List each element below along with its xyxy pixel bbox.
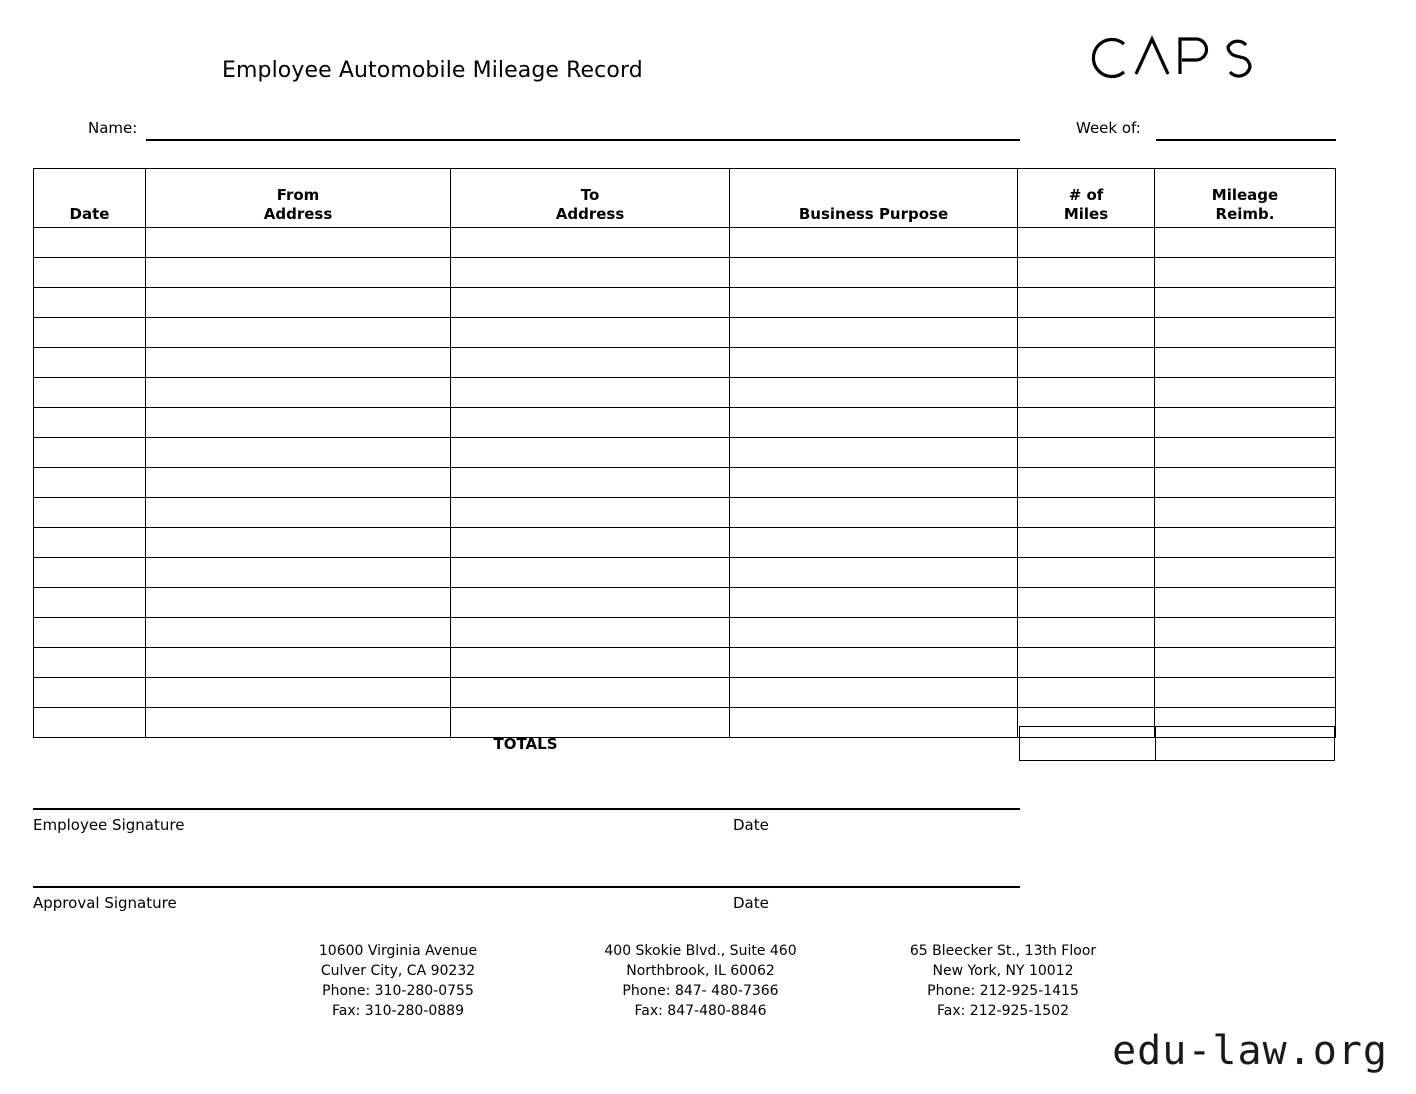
column-header-miles-label: Miles: [1063, 204, 1109, 223]
column-header-number-of-miles: [1018, 169, 1155, 228]
cell-purpose[interactable]: [730, 468, 1018, 498]
cell-miles[interactable]: [1018, 648, 1155, 678]
cell-date[interactable]: [34, 288, 146, 318]
cell-miles[interactable]: [1018, 378, 1155, 408]
cell-miles[interactable]: [1018, 468, 1155, 498]
cell-purpose[interactable]: [730, 618, 1018, 648]
cell-reimb[interactable]: [1155, 528, 1336, 558]
cell-from[interactable]: [146, 678, 451, 708]
cell-purpose[interactable]: [730, 318, 1018, 348]
office-street: 400 Skokie Blvd., Suite 460: [604, 943, 797, 959]
totals-row: [33, 726, 1335, 761]
column-header-date: [34, 169, 146, 228]
name-label: Name:: [88, 119, 138, 137]
cell-from[interactable]: [146, 348, 451, 378]
cell-to[interactable]: [451, 318, 730, 348]
cell-to[interactable]: [451, 528, 730, 558]
cell-reimb[interactable]: [1155, 258, 1336, 288]
cell-purpose[interactable]: [730, 528, 1018, 558]
table-header-row: [34, 169, 1336, 228]
cell-reimb[interactable]: [1155, 408, 1336, 438]
column-header-to-label: Address: [555, 204, 625, 223]
column-header-miles-top: # of: [1068, 186, 1104, 205]
cell-miles[interactable]: [1018, 618, 1155, 648]
cell-purpose[interactable]: [730, 348, 1018, 378]
column-header-reimb-top: Mileage: [1211, 186, 1279, 205]
mileage-table-body: [34, 228, 1336, 738]
cell-date[interactable]: [34, 228, 146, 258]
cell-miles[interactable]: [1018, 678, 1155, 708]
cell-to[interactable]: [451, 348, 730, 378]
cell-date[interactable]: [34, 348, 146, 378]
cell-purpose[interactable]: [730, 288, 1018, 318]
cell-reimb[interactable]: [1155, 558, 1336, 588]
cell-from[interactable]: [146, 618, 451, 648]
cell-to[interactable]: [451, 498, 730, 528]
approval-signature-label: Approval Signature: [33, 894, 177, 912]
totals-label: TOTALS: [493, 734, 558, 753]
cell-reimb[interactable]: [1155, 588, 1336, 618]
column-header-business-purpose: [730, 169, 1018, 228]
cell-miles[interactable]: [1018, 348, 1155, 378]
site-watermark: edu-law.org: [1112, 1028, 1388, 1074]
cell-miles[interactable]: [1018, 288, 1155, 318]
cell-miles[interactable]: [1018, 498, 1155, 528]
cell-from[interactable]: [146, 588, 451, 618]
column-header-reimb-label: Reimb.: [1215, 204, 1275, 223]
approval-signature-date-label: Date: [733, 894, 769, 912]
caps-wordmark-logo: [1084, 30, 1294, 86]
week-of-label: Week of:: [1076, 119, 1141, 137]
table-row: [34, 468, 1336, 498]
cell-to[interactable]: [451, 558, 730, 588]
cell-date[interactable]: [34, 258, 146, 288]
office-phone: Phone: 310-280-0755: [322, 983, 474, 1000]
cell-date[interactable]: [34, 648, 146, 678]
cell-to[interactable]: [451, 678, 730, 708]
table-row: [34, 528, 1336, 558]
cell-date[interactable]: [34, 408, 146, 438]
cell-to[interactable]: [451, 288, 730, 318]
table-row: [34, 498, 1336, 528]
cell-date[interactable]: [34, 438, 146, 468]
office-address-block: [248, 941, 548, 1021]
cell-date[interactable]: [34, 468, 146, 498]
table-row: [34, 588, 1336, 618]
table-row: [34, 228, 1336, 258]
employee-signature-line[interactable]: [33, 808, 1020, 810]
cell-date[interactable]: [34, 618, 146, 648]
cell-reimb[interactable]: [1155, 438, 1336, 468]
cell-purpose[interactable]: [730, 228, 1018, 258]
cell-purpose[interactable]: [730, 678, 1018, 708]
table-row: [34, 648, 1336, 678]
cell-to[interactable]: [451, 588, 730, 618]
mileage-table: [33, 168, 1336, 738]
office-street: 65 Bleecker St., 13th Floor: [909, 943, 1097, 959]
cell-reimb[interactable]: [1155, 468, 1336, 498]
table-row: [34, 558, 1336, 588]
column-header-to-address: [451, 169, 730, 228]
office-phone: Phone: 212-925-1415: [927, 983, 1079, 1000]
column-header-from-label: Address: [263, 204, 333, 223]
cell-from[interactable]: [146, 228, 451, 258]
office-city: New York, NY 10012: [932, 963, 1074, 980]
cell-miles[interactable]: [1018, 318, 1155, 348]
cell-reimb[interactable]: [1155, 498, 1336, 528]
cell-purpose[interactable]: [730, 258, 1018, 288]
employee-signature-date-label: Date: [733, 816, 769, 834]
cell-reimb[interactable]: [1155, 348, 1336, 378]
cell-date[interactable]: [34, 558, 146, 588]
table-row: [34, 618, 1336, 648]
cell-date[interactable]: [34, 378, 146, 408]
column-header-from-address: [146, 169, 451, 228]
cell-to[interactable]: [451, 258, 730, 288]
table-row: [34, 348, 1336, 378]
office-city: Culver City, CA 90232: [320, 963, 476, 980]
cell-miles[interactable]: [1018, 438, 1155, 468]
cell-date[interactable]: [34, 588, 146, 618]
cell-reimb[interactable]: [1155, 378, 1336, 408]
cell-date[interactable]: [34, 678, 146, 708]
table-row: [34, 678, 1336, 708]
column-header-from-top: From: [276, 186, 320, 205]
column-header-to-top: To: [580, 186, 600, 205]
column-header-mileage-reimbursement: [1155, 169, 1336, 228]
cell-to[interactable]: [451, 228, 730, 258]
cell-date[interactable]: [34, 498, 146, 528]
table-row: [34, 438, 1336, 468]
cell-from[interactable]: [146, 648, 451, 678]
totals-reimb-cell[interactable]: [1155, 726, 1335, 761]
table-row: [34, 288, 1336, 318]
cell-miles[interactable]: [1018, 408, 1155, 438]
office-phone: Phone: 847- 480-7366: [622, 983, 779, 1000]
office-address-block: [853, 941, 1153, 1021]
cell-from[interactable]: [146, 378, 451, 408]
cell-purpose[interactable]: [730, 408, 1018, 438]
cell-to[interactable]: [451, 648, 730, 678]
cell-reimb[interactable]: [1155, 618, 1336, 648]
cell-to[interactable]: [451, 408, 730, 438]
cell-from[interactable]: [146, 408, 451, 438]
office-city: Northbrook, IL 60062: [626, 963, 775, 980]
table-row: [34, 318, 1336, 348]
cell-from[interactable]: [146, 528, 451, 558]
cell-purpose[interactable]: [730, 648, 1018, 678]
column-header-date-label: Date: [69, 204, 110, 223]
cell-date[interactable]: [34, 528, 146, 558]
table-row: [34, 258, 1336, 288]
table-row: [34, 378, 1336, 408]
cell-miles[interactable]: [1018, 258, 1155, 288]
cell-purpose[interactable]: [730, 498, 1018, 528]
cell-from[interactable]: [146, 558, 451, 588]
column-header-purpose-label: Business Purpose: [798, 204, 949, 223]
cell-miles[interactable]: [1018, 588, 1155, 618]
cell-miles[interactable]: [1018, 558, 1155, 588]
office-fax: Fax: 212-925-1502: [937, 1003, 1069, 1020]
cell-reimb[interactable]: [1155, 318, 1336, 348]
office-addresses: [248, 941, 1153, 1021]
page-title: Employee Automobile Mileage Record: [222, 58, 643, 83]
cell-purpose[interactable]: [730, 558, 1018, 588]
cell-from[interactable]: [146, 258, 451, 288]
cell-from[interactable]: [146, 468, 451, 498]
cell-to[interactable]: [451, 438, 730, 468]
approval-signature-line[interactable]: [33, 886, 1020, 888]
office-fax: Fax: 847-480-8846: [634, 1003, 767, 1020]
office-address-block: [551, 941, 851, 1021]
office-fax: Fax: 310-280-0889: [332, 1003, 464, 1020]
cell-reimb[interactable]: [1155, 678, 1336, 708]
office-street: 10600 Virginia Avenue: [318, 943, 478, 959]
cell-purpose[interactable]: [730, 378, 1018, 408]
cell-from[interactable]: [146, 438, 451, 468]
cell-to[interactable]: [451, 468, 730, 498]
cell-to[interactable]: [451, 618, 730, 648]
cell-to[interactable]: [451, 378, 730, 408]
cell-from[interactable]: [146, 288, 451, 318]
cell-purpose[interactable]: [730, 438, 1018, 468]
cell-miles[interactable]: [1018, 528, 1155, 558]
name-input[interactable]: [146, 139, 1020, 141]
cell-reimb[interactable]: [1155, 228, 1336, 258]
employee-signature-label: Employee Signature: [33, 816, 185, 834]
cell-date[interactable]: [34, 318, 146, 348]
cell-purpose[interactable]: [730, 588, 1018, 618]
cell-miles[interactable]: [1018, 228, 1155, 258]
cell-reimb[interactable]: [1155, 288, 1336, 318]
totals-miles-cell[interactable]: [1019, 726, 1156, 761]
week-of-input[interactable]: [1156, 139, 1336, 141]
cell-from[interactable]: [146, 498, 451, 528]
cell-reimb[interactable]: [1155, 648, 1336, 678]
table-row: [34, 408, 1336, 438]
cell-from[interactable]: [146, 318, 451, 348]
